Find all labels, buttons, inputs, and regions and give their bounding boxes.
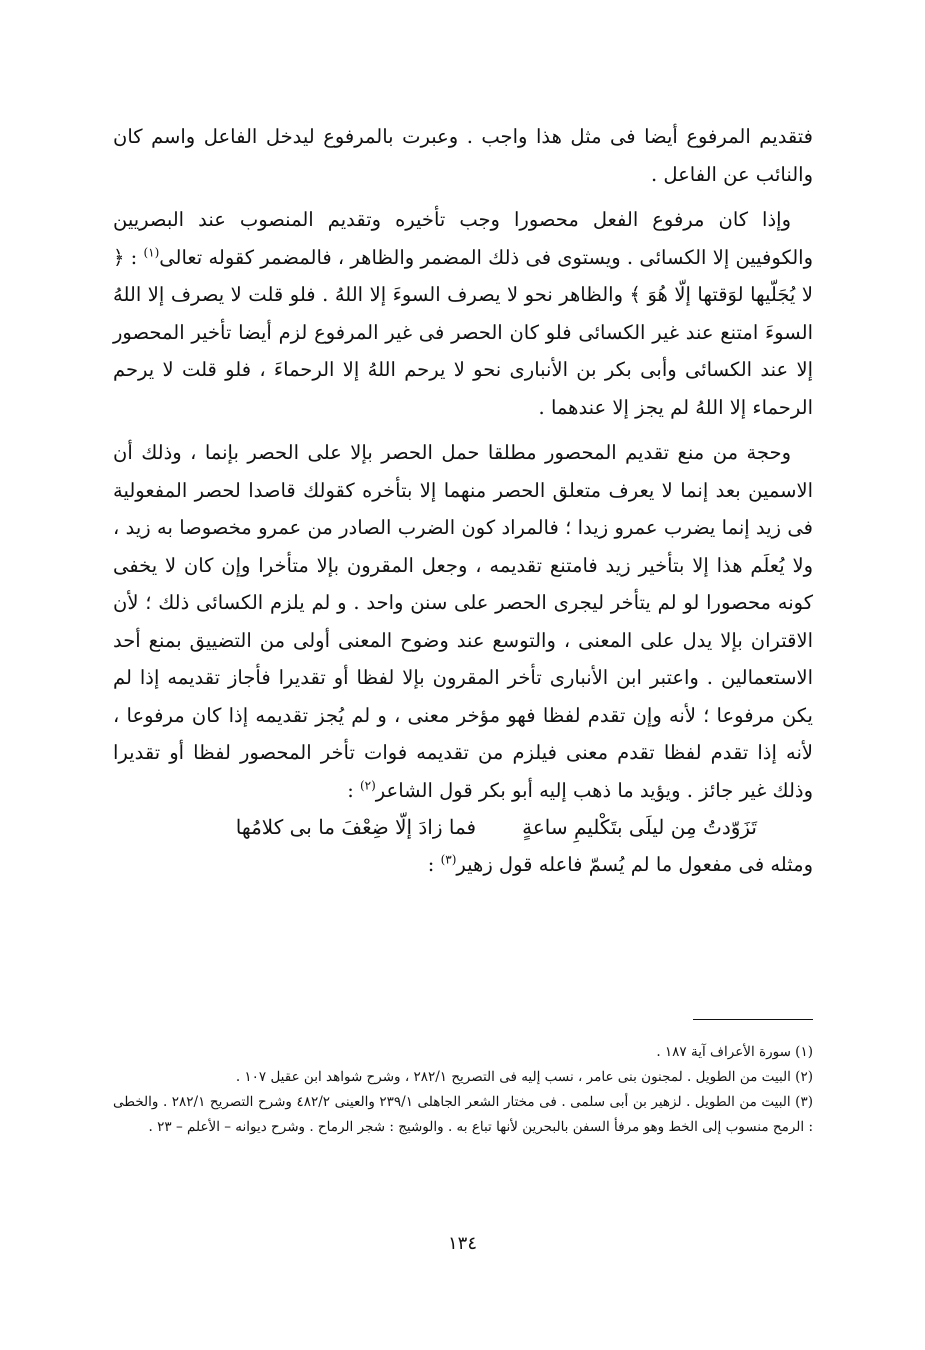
footnote-1: (١) سورة الأعراف آية ١٨٧ . xyxy=(656,1044,813,1060)
paragraph-2-text-b: : ﴿ لا يُجَلّيها لوَقتها إلّا هُوَ ﴾ والظاهر نحو لا يصرف السوءَ إلا اللهُ . فلو قلت لا يصرف إلا اللهُ السوءَ امتنع عند غير الكسائى فلو كان الحصر فى غير المرفوع لزم أيضا تأخير المحصور إلا عند الكسائى وأبى بكر بن الأنبارى نحو لا يرحم اللهُ إلا الرحماءَ ، فلو قلت لا يرحم الرحماء إلا اللهُ لم يجز إلا عندهما . xyxy=(113,245,813,419)
main-text-body xyxy=(113,118,813,884)
verse-first-hemistich: تَزَوّدتُ مِن ليلَى بتَكْليمِ ساعةٍ xyxy=(522,815,757,839)
paragraph-2-text-a: وإذا كان مرفوع الفعل محصورا وجب تأخيره وتقديم المنصوب عند البصريين والكوفيين إلا الكسائى . ويستوى فى ذلك المضمر والظاهر ، فالمضمر كقوله تعالى xyxy=(113,208,813,269)
poetry-verse xyxy=(113,809,813,846)
paragraph-3-text-a: وحجة من منع تقديم المحصور مطلقا حمل الحصر بإلا على الحصر بإنما ، وذلك أن الاسمين بعد إنما لا يعرف متعلق الحصر منهما إلا بتأخره كقولك قاصدا لحصر المفعولية فى زيد إنما يضرب عمرو زيدا ؛ فالمراد كون الضرب الصادر من عمرو مخصوصا به زيد ، ولا يُعلَم هذا إلا بتأخير زيد فامتنع تقديمه ، وجعل المقرون بإلا متأخرا وإن كان لا يخفى كونه محصورا لو لم يتأخر ليجرى الحصر على سنن واحد . و لم يلزم الكسائى ذلك ؛ لأن الاقتران بإلا يدل على المعنى ، والتوسع عند وضوح المعنى أولى من التضييق بمنع أحد الاستعمالين . واعتبر ابن الأنبارى تأخر المقرون بإلا لفظا أو تقديرا فأجاز تقديمه إذا لم يكن مرفوعا ؛ لأنه وإن تقدم لفظا فهو مؤخر معنى ، و لم يُجز تقديمه إذا كان مرفوعا ، لأنه إذا تقدم لفظا تقدم معنى فيلزم من تقديمه فوات تأخر المحصور لفظا أو تقديرا وذلك غير جائز . ويؤيد ما ذهب إليه أبو بكر قول الشاعر xyxy=(113,441,813,802)
paragraph-1: فتقديم المرفوع أيضا فى مثل هذا واجب . وعبرت بالمرفوع ليدخل الفاعل واسم كان والنائب عن الفاعل . xyxy=(113,125,813,186)
paragraph-4-text-a: ومثله فى مفعول ما لم يُسمّ فاعله قول زهير xyxy=(456,853,813,876)
footnote-2: (٢) البيت من الطويل . لمجنون بنى عامر ، نسب إليه فى التصريح ٢٨٢/١ ، وشرح شواهد ابن عقيل ١٠٧ . xyxy=(235,1069,813,1085)
footnote-separator xyxy=(693,1019,813,1020)
footnote-ref-2: (٢) xyxy=(359,778,376,792)
footnote-3: (٣) البيت من الطويل . لزهير بن أبى سلمى . فى مختار الشعر الجاهلى ٢٣٩/١ والعينى ٤٨٢/٢ وشرح التصريح ٢٨٢/١ . والخطى : الرمح منسوب إلى الخط وهو مرفأ السفن بالبحرين لأنها تباع به . والوشيج : شجر الرماح . وشرح ديوانه – الأعلم – ٢٣ . xyxy=(113,1094,813,1135)
verse-second-hemistich: فما زادَ إلّا ضِعْفَ ما بى كلامُها xyxy=(235,815,477,839)
paragraph-4-text-b: : xyxy=(427,853,441,876)
footnotes-section xyxy=(113,1040,813,1140)
footnote-ref-3: (٣) xyxy=(440,852,457,867)
paragraph-2 xyxy=(113,201,813,426)
paragraph-4 xyxy=(113,846,813,884)
footnote-ref-1: (١) xyxy=(143,245,160,259)
paragraph-3-text-b: : xyxy=(347,778,360,802)
paragraph-3 xyxy=(113,434,813,809)
page-number: ١٣٤ xyxy=(447,1233,477,1254)
